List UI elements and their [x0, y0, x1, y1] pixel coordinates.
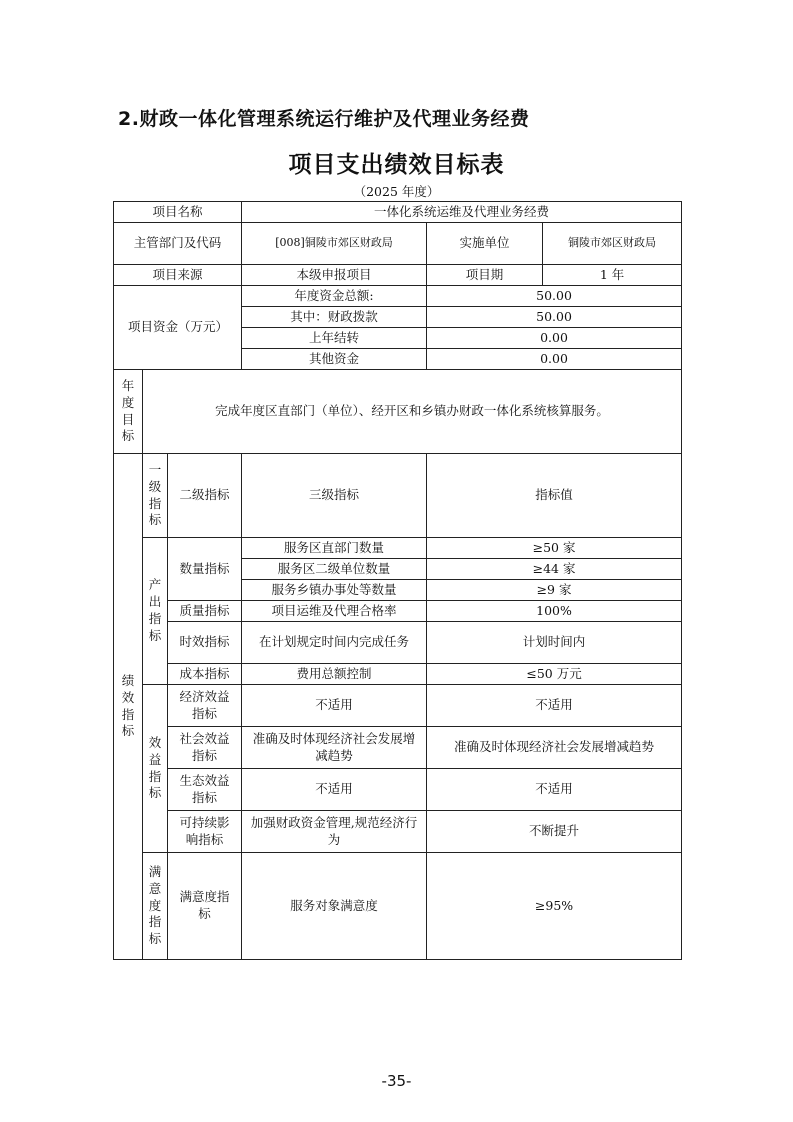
q1-name: 服务区直部门数量 [242, 538, 427, 559]
period-label: 项目期 [427, 265, 543, 286]
quality-value: 100% [427, 601, 682, 622]
source-label: 项目来源 [114, 265, 242, 286]
cost-value: ≤50 万元 [427, 664, 682, 685]
funds-total-label: 年度资金总额: [242, 286, 427, 307]
q2-name: 服务区二级单位数量 [242, 559, 427, 580]
cost-name: 费用总额控制 [242, 664, 427, 685]
satis-value: ≥95% [427, 853, 682, 960]
dept-label: 主管部门及代码 [114, 223, 242, 265]
funds-carryover-label: 上年结转 [242, 328, 427, 349]
page-title: 项目支出绩效目标表 [288, 152, 505, 178]
satis-label: 满意度指标 [168, 853, 242, 960]
time-label: 时效指标 [168, 622, 242, 664]
dept-value: [008]铜陵市郊区财政局 [242, 223, 427, 265]
eco-label: 生态效益指标 [168, 769, 242, 811]
page-number: -35- [381, 1072, 412, 1090]
impl-unit-value: 铜陵市郊区财政局 [543, 223, 682, 265]
project-name-label: 项目名称 [114, 202, 242, 223]
funds-label: 项目资金（万元） [114, 286, 242, 370]
econ-name: 不适用 [242, 685, 427, 727]
output-label: 产出指标 [143, 538, 168, 685]
annual-goal-label: 年度目标 [114, 370, 143, 454]
eco-name: 不适用 [242, 769, 427, 811]
social-name: 准确及时体现经济社会发展增减趋势 [242, 727, 427, 769]
q1-value: ≥50 家 [427, 538, 682, 559]
perf-indicator-label: 绩效指标 [114, 454, 143, 960]
q3-value: ≥9 家 [427, 580, 682, 601]
q3-name: 服务乡镇办事处等数量 [242, 580, 427, 601]
quantity-label: 数量指标 [168, 538, 242, 601]
funds-total-value: 50.00 [427, 286, 682, 307]
eco-value: 不适用 [427, 769, 682, 811]
funds-fiscal-value: 50.00 [427, 307, 682, 328]
year-label: （2025 年度） [353, 184, 440, 199]
impl-unit-label: 实施单位 [427, 223, 543, 265]
social-value: 准确及时体现经济社会发展增减趋势 [427, 727, 682, 769]
annual-goal-value: 完成年度区直部门（单位）、经开区和乡镇办财政一体化系统核算服务。 [143, 370, 682, 454]
q2-value: ≥44 家 [427, 559, 682, 580]
value-header: 指标值 [427, 454, 682, 538]
sustain-value: 不断提升 [427, 811, 682, 853]
satis-name: 服务对象满意度 [242, 853, 427, 960]
level2-header: 二级指标 [168, 454, 242, 538]
section-heading: 2.财政一体化管理系统运行维护及代理业务经费 [118, 108, 530, 130]
sustain-label: 可持续影响指标 [168, 811, 242, 853]
performance-table [113, 201, 682, 960]
benefit-label: 效益指标 [143, 685, 168, 853]
social-label: 社会效益指标 [168, 727, 242, 769]
level3-header: 三级指标 [242, 454, 427, 538]
level1-header: 一级指标 [143, 454, 168, 538]
quality-name: 项目运维及代理合格率 [242, 601, 427, 622]
funds-other-label: 其他资金 [242, 349, 427, 370]
cost-label: 成本指标 [168, 664, 242, 685]
time-value: 计划时间内 [427, 622, 682, 664]
source-value: 本级申报项目 [242, 265, 427, 286]
sustain-name: 加强财政资金管理,规范经济行为 [242, 811, 427, 853]
econ-value: 不适用 [427, 685, 682, 727]
period-value: 1 年 [543, 265, 682, 286]
funds-other-value: 0.00 [427, 349, 682, 370]
satisfaction-label: 满意度指标 [143, 853, 168, 960]
funds-carryover-value: 0.00 [427, 328, 682, 349]
quality-label: 质量指标 [168, 601, 242, 622]
funds-fiscal-label: 其中：财政拨款 [242, 307, 427, 328]
time-name: 在计划规定时间内完成任务 [242, 622, 427, 664]
project-name-value: 一体化系统运维及代理业务经费 [242, 202, 682, 223]
econ-label: 经济效益指标 [168, 685, 242, 727]
